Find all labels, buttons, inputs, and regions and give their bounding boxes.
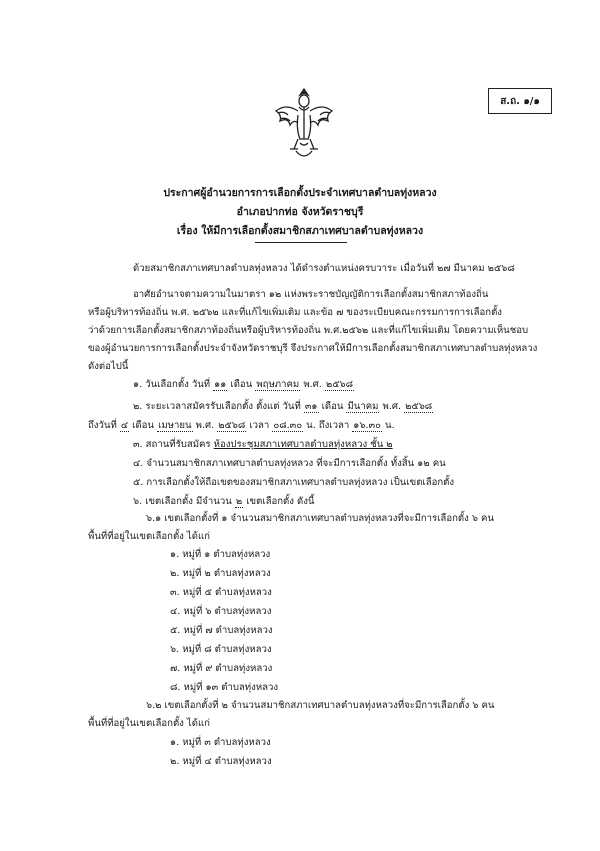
item-2-year-label: พ.ศ.: [382, 401, 402, 412]
item-6-count: ๒: [235, 496, 243, 507]
item-4-member-count: ๔. จำนวนสมาชิกสภาเทศบาลตำบลทุ่งหลวง ที่จะมีการเลือกตั้ง ทั้งสิ้น ๑๒ คน: [133, 458, 446, 469]
title-divider: [255, 242, 347, 243]
item-2-day: ๓๑: [304, 401, 318, 412]
zone-2-village: ๑. หมู่ที่ ๓ ตำบลทุ่งหลวง: [170, 737, 271, 748]
garuda-emblem-icon: [272, 85, 336, 163]
zone-2-village: ๒. หมู่ที่ ๔ ตำบลทุ่งหลวง: [170, 756, 272, 767]
zone-1-village: ๗. หมู่ที่ ๙ ตำบลทุ่งหลวง: [170, 663, 273, 674]
item-5-zone-rule: ๕. การเลือกตั้งให้ถือเขตของสมาชิกสภาเทศบาลตำบลทุ่งหลวง เป็นเขตเลือกตั้ง: [133, 477, 455, 488]
zone-1-village: ๖. หมู่ที่ ๘ ตำบลทุ่งหลวง: [170, 644, 272, 655]
item-6-post: เขตเลือกตั้ง ดังนี้: [246, 496, 315, 507]
paragraph-2-line-5: ดังต่อไปนี้: [88, 361, 129, 372]
item-2-registration-end: [88, 419, 395, 433]
item-3-label: ๓. สถานที่รับสมัคร: [133, 439, 211, 450]
zone-1-village: ๒. หมู่ที่ ๒ ตำบลทุ่งหลวง: [170, 568, 271, 579]
paragraph-2-line-4: ของผู้อำนวยการการเลือกตั้งประจำจังหวัดราชบุรี จึงประกาศให้มีการเลือกตั้งสมาชิกสภาเทศบาลตำบลทุ่งหลวง: [88, 343, 538, 354]
item-2b-to-label: น. ถึงเวลา: [306, 420, 350, 431]
zone-1-village: ๕. หมู่ที่ ๗ ตำบลทุ่งหลวง: [170, 625, 273, 636]
item-1-year: ๒๕๖๘: [325, 379, 353, 390]
zone-1-village: ๔. หมู่ที่ ๖ ตำบลทุ่งหลวง: [170, 606, 272, 617]
zone-1-village: ๑. หมู่ที่ ๑ ตำบลทุ่งหลวง: [170, 549, 271, 560]
item-6-label: ๖. เขตเลือกตั้ง มีจำนวน: [133, 496, 232, 507]
item-1-label: ๑. วันเลือกตั้ง วันที่: [133, 379, 211, 390]
item-2-month: มีนาคม: [347, 401, 379, 412]
item-2b-time-to: ๑๖.๓๐: [353, 420, 381, 431]
paragraph-2-line-2: หรือผู้บริหารท้องถิ่น พ.ศ. ๒๕๖๒ และที่แก้ไขเพิ่มเติม และข้อ ๗ ของระเบียบคณะกรรมการการเลือกตั้ง: [88, 307, 502, 318]
item-6-zone-count: [133, 495, 314, 509]
zone-1-village: ๓. หมู่ที่ ๕ ตำบลทุ่งหลวง: [170, 587, 272, 598]
item-2b-month: เมษายน: [158, 420, 192, 431]
paragraph-2-line-1: อาศัยอำนาจตามความในมาตรา ๑๒ แห่งพระราชบัญญัติการเลือกตั้งสมาชิกสภาท้องถิ่น: [133, 289, 489, 300]
title-line-2: อำเภอปากท่อ จังหวัดราชบุรี: [236, 206, 364, 218]
form-code-box: ส.ถ. ๑/๑: [488, 88, 552, 114]
title-line-1: ประกาศผู้อำนวยการการเลือกตั้งประจำเทศบาลตำบลทุ่งหลวง: [163, 187, 437, 199]
item-2b-time-from: ๐๘.๓๐: [273, 420, 303, 431]
item-2-month-label: เดือน: [321, 401, 344, 412]
item-3-place: [133, 438, 393, 452]
zone-2-heading: ๖.๒ เขตเลือกตั้งที่ ๒ จำนวนสมาชิกสภาเทศบาลตำบลทุ่งหลวงที่จะมีการเลือกตั้ง ๖ คน: [146, 700, 495, 711]
item-2b-day: ๔: [120, 420, 129, 431]
item-3-place-value: ห้องประชุมสภาเทศบาลตำบลทุ่งหลวง ชั้น ๒: [213, 439, 393, 450]
item-2b-end-label: น.: [385, 420, 395, 431]
item-2b-month-label: เดือน: [132, 420, 154, 431]
item-1-month: พฤษภาคม: [256, 379, 300, 390]
item-2-year: ๒๕๖๘: [405, 401, 433, 412]
paragraph-2-line-3: ว่าด้วยการเลือกตั้งสมาชิกสภาท้องถิ่นหรือผู้บริหารท้องถิ่น พ.ศ.๒๕๖๒ และที่แก้ไขเพิ่มเติม โดยความเห็นชอบ: [88, 325, 529, 336]
zone-1-village: ๘. หมู่ที่ ๑๓ ตำบลทุ่งหลวง: [170, 682, 279, 693]
zone-1-heading: ๖.๑ เขตเลือกตั้งที่ ๑ จำนวนสมาชิกสภาเทศบาลตำบลทุ่งหลวงที่จะมีการเลือกตั้ง ๖ คน: [146, 513, 494, 524]
item-2b-time-label: เวลา: [249, 420, 270, 431]
title-line-3: เรื่อง ให้มีการเลือกตั้งสมาชิกสภาเทศบาลตำบลทุ่งหลวง: [176, 225, 424, 237]
item-2b-label: ถึงวันที่: [88, 420, 117, 431]
item-1-year-label: พ.ศ.: [303, 379, 322, 390]
paragraph-1: ด้วยสมาชิกสภาเทศบาลตำบลทุ่งหลวง ได้ดำรงตำแหน่งครบวาระ เมื่อวันที่ ๒๗ มีนาคม ๒๕๖๘: [133, 263, 515, 274]
item-2b-year: ๒๕๖๘: [218, 420, 246, 431]
item-2b-year-label: พ.ศ.: [195, 420, 215, 431]
item-1-month-label: เดือน: [230, 379, 253, 390]
item-1-day: ๑๑: [214, 379, 227, 390]
zone-2-area-label: พื้นที่ที่อยู่ในเขตเลือกตั้ง ได้แก่: [88, 718, 210, 729]
item-2-registration-period: [133, 400, 433, 414]
item-2-label: ๒. ระยะเวลาสมัครรับเลือกตั้ง ตั้งแต่ วันที่: [133, 401, 301, 412]
item-1-election-date: [133, 378, 354, 392]
zone-1-area-label: พื้นที่ที่อยู่ในเขตเลือกตั้ง ได้แก่: [88, 531, 210, 542]
